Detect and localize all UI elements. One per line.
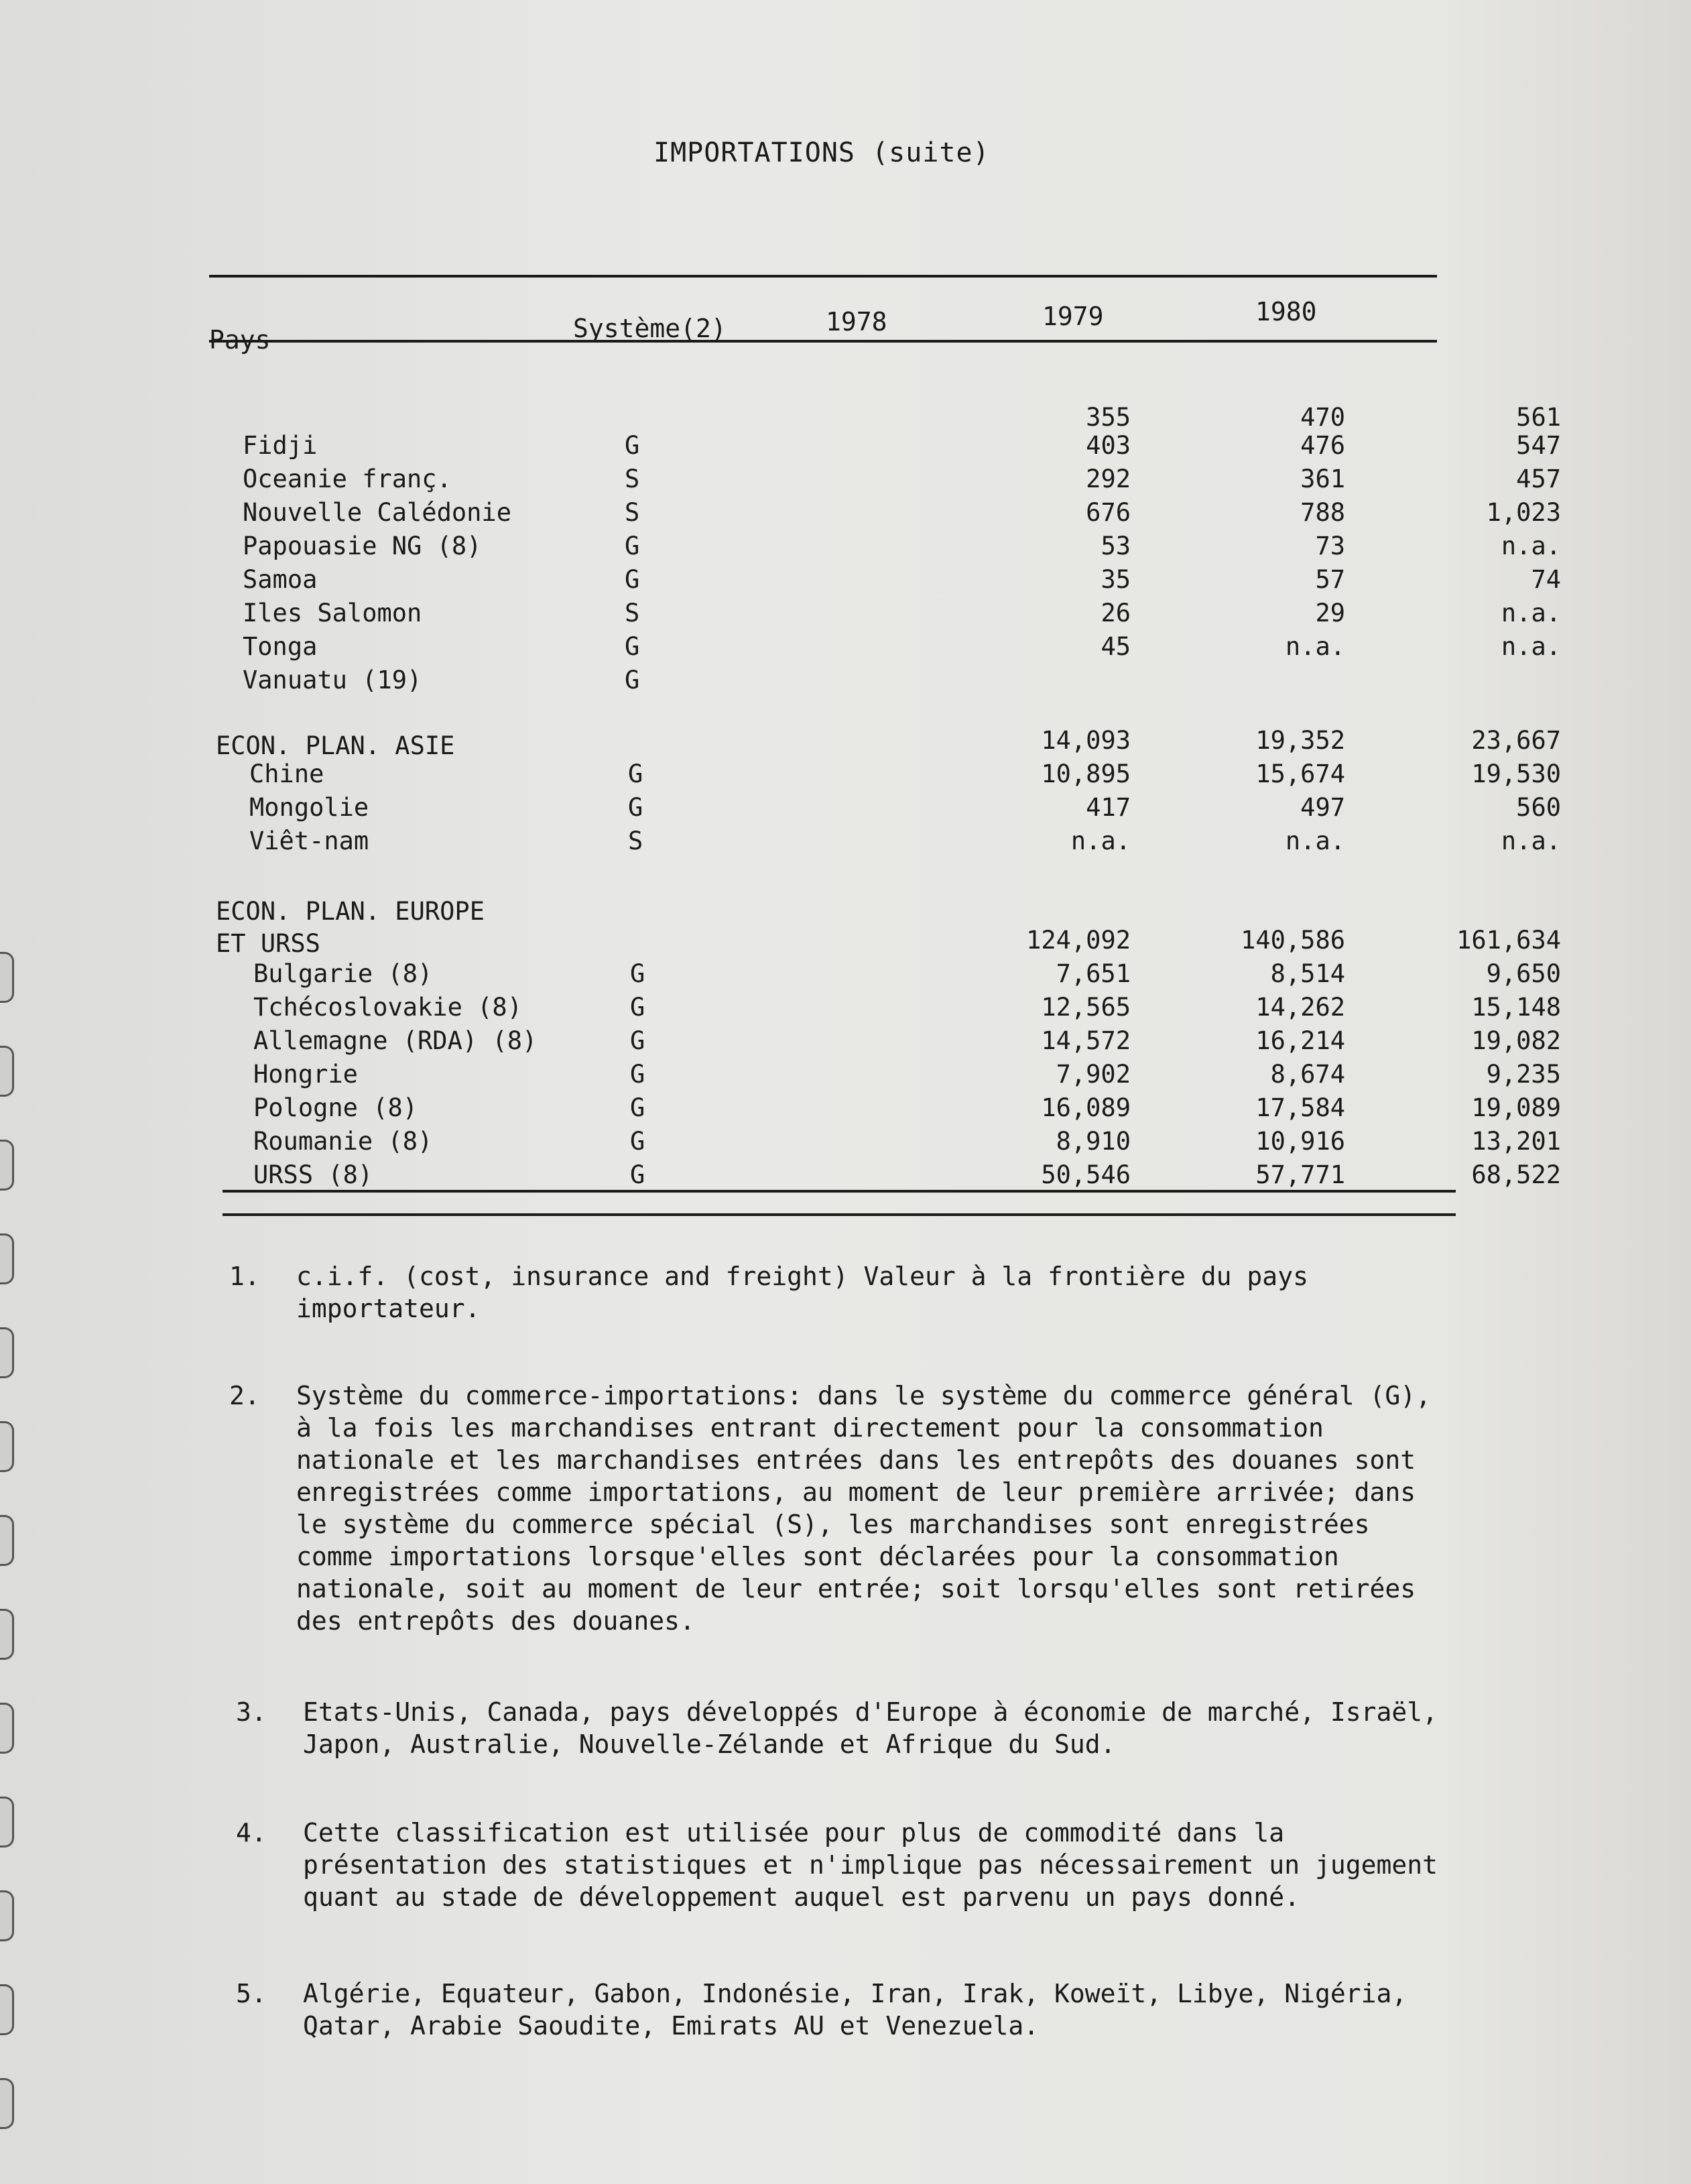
- header-rule: [209, 340, 1437, 343]
- spiral-binding: [0, 938, 20, 2179]
- binding-ring: [0, 1984, 14, 2035]
- binding-ring: [0, 1046, 14, 1097]
- group-label: ECON. PLAN. EUROPE: [216, 897, 485, 926]
- binding-ring: [0, 1609, 14, 1660]
- binding-ring: [0, 1140, 14, 1191]
- binding-ring: [0, 2078, 14, 2129]
- document-page: IMPORTATIONS (suite) Pays Système(2) 1978 1979 1980 355 470 561 Fidji G 403 476 547 Oceanie franç. S 292 361 457 Nouvelle Calédonie S 676 788 1,023 Papouasie NG (8) G 53 73 n.a. Samoa G 35 57 74 Iles Salomon S 26 29 n.a. Tonga G 45 n.a. n.a. Vanuatu (19) G ECON. PLAN. ASIE 14,093 19,352 23,667 Chine G 10,895 15,674 19,530 Mongolie G 417 497 560 Viêt-nam S n.a. n.a. n.a. ECON. PLAN. EUROPE ET URSS 124,092 140,586 161,634 Bulgarie (8) G 7,651 8,514 9,650 Tchécoslovakie (8) G 12,565 14,262 15,148 Allemagne (RDA) (8) G 14,572 16,214 19,082 Hongrie G 7,902 8,674 9,235 Pologne (8) G 16,089 17,584 19,089 Roumanie (8) G 8,910 10,916 13,201 URSS (8) G 50,546 57,771 68,522 1. c.i.f. (cost, insurance and freight) Valeur à la frontière du pays importateur. 2. Système du commerce-importations: dans le système du commerce général (G), à la fois les marchandises entrant directement pour la consommation nationale et les marchandises entrées dans les entrepôts des douanes sont enregistrées comme importations, au moment de leur première arrivée; dans le système du commerce spécial (S), les marchandises sont enregistrées comme importations lorsque'elles sont déclarées pour la consommation nationale, soit au moment de leur entrée; soit lorsqu'elles sont retirées des entrepôts des douanes. 3. Etats-Unis, Canada, pays développés d'Europe à économie de marché, Israël, Japon, Australie, Nouvelle-Zélande et Afrique du Sud. 4. Cette classification est utilisée pour plus de commodité dans la présentation des statistiques et n'implique pas nécessairement un jugement quant au stade de développement auquel est parvenu un pays donné. 5. Algérie, Equateur, Gabon, Indonésie, Iran, Irak, Koweït, Libye, Nigéria, Qatar, Arabie Saoudite, Emirats AU et Venezuela.: [0, 0, 1691, 2184]
- header-1979: 1979: [1042, 302, 1104, 331]
- binding-ring: [0, 1797, 14, 1847]
- binding-ring: [0, 1233, 14, 1284]
- binding-ring: [0, 1421, 14, 1472]
- binding-ring: [0, 1515, 14, 1566]
- binding-ring: [0, 1703, 14, 1754]
- header-systeme: Système(2): [573, 314, 727, 343]
- binding-ring: [0, 952, 14, 1003]
- header-1978: 1978: [826, 307, 887, 337]
- bottom-rule-2: [223, 1213, 1456, 1216]
- page-title: IMPORTATIONS (suite): [653, 137, 990, 168]
- bottom-rule-1: [223, 1190, 1456, 1193]
- header-pays: Pays: [209, 325, 271, 355]
- binding-ring: [0, 1890, 14, 1941]
- top-rule: [209, 275, 1437, 278]
- header-1980: 1980: [1255, 297, 1317, 326]
- binding-ring: [0, 1327, 14, 1378]
